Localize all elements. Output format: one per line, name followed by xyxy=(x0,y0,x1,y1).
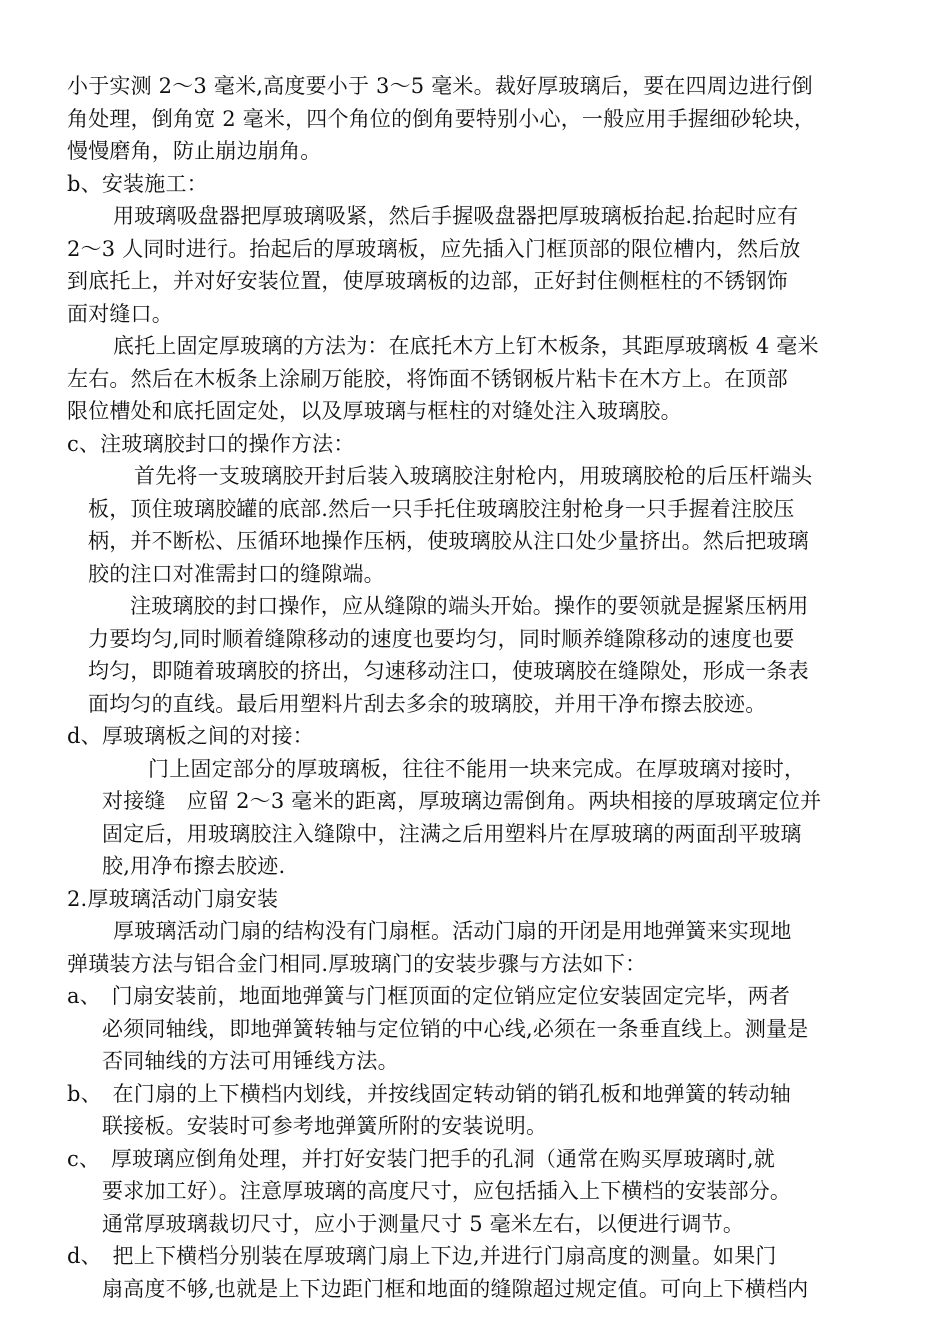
text-line: 注玻璃胶的封口操作，应从缝隙的端头开始。操作的要领就是握紧压柄用 xyxy=(130,594,809,618)
section-heading-2: 2.厚玻璃活动门扇安装 xyxy=(67,887,279,911)
text-line: 首先将一支玻璃胶开封后装入玻璃胶注射枪内，用玻璃胶枪的后压杆端头 xyxy=(134,464,813,488)
text-line: 扇高度不够,也就是上下边距门框和地面的缝隙超过规定值。可向上下横档内 xyxy=(102,1277,809,1301)
section-heading-c: c、注玻璃胶封口的操作方法： xyxy=(67,432,355,456)
text-line: 板，顶住玻璃胶罐的底部.然后一只手托住玻璃胶注射枪身一只手握着注胶压 xyxy=(88,497,795,521)
text-line: 角处理，倒角宽 2 毫米，四个角位的倒角要特别小心，一般应用手握细砂轮块， xyxy=(67,107,816,131)
text-line: 胶,用净布擦去胶迹. xyxy=(102,854,286,878)
text-line: 联接板。安装时可参考地弹簧所附的安装说明。 xyxy=(102,1114,548,1138)
text-line: 对接缝 应留 2～3 毫米的距离，厚玻璃边需倒角。两块相接的厚玻璃定位并 xyxy=(102,789,822,813)
text-line: 柄，并不断松、压循环地操作压柄，使玻璃胶从注口处少量挤出。然后把玻璃 xyxy=(88,529,809,553)
text-line: 弹璜装方法与铝合金门相同.厚玻璃门的安装步骤与方法如下： xyxy=(67,952,647,976)
text-line: 均匀，即随着玻璃胶的挤出，匀速移动注口，使玻璃胶在缝隙处，形成一条表 xyxy=(88,659,809,683)
text-line: 用玻璃吸盘器把厚玻璃吸紧，然后手握吸盘器把厚玻璃板抬起.抬起时应有 xyxy=(113,204,799,228)
text-line: 固定后，用玻璃胶注入缝隙中，注满之后用塑料片在厚玻璃的两面刮平玻璃 xyxy=(102,822,802,846)
text-line: 底托上固定厚玻璃的方法为：在底托木方上钉木板条，其距厚玻璃板 4 毫米 xyxy=(113,334,819,358)
text-line: 限位槽处和底托固定处，以及厚玻璃与框柱的对缝处注入玻璃胶。 xyxy=(67,399,682,423)
list-item-b: b、 在门扇的上下横档内划线，并按线固定转动销的销孔板和地弹簧的转动轴 xyxy=(67,1082,791,1106)
text-line: 左右。然后在木板条上涂刷万能胶，将饰面不锈钢板片粘卡在木方上。在顶部 xyxy=(67,367,788,391)
text-line: 慢慢磨角，防止崩边崩角。 xyxy=(67,139,322,163)
text-line: 2～3 人同时进行。抬起后的厚玻璃板，应先插入门框顶部的限位槽内，然后放 xyxy=(67,237,801,261)
text-line: 厚玻璃活动门扇的结构没有门扇框。活动门扇的开闭是用地弹簧来实现地 xyxy=(113,919,792,943)
text-line: 门上固定部分的厚玻璃板，往往不能用一块来完成。在厚玻璃对接时， xyxy=(148,757,806,781)
section-heading-b: b、安装施工： xyxy=(67,172,208,196)
text-line: 力要均匀,同时顺着缝隙移动的速度也要均匀，同时顺养缝隙移动的速度也要 xyxy=(88,627,795,651)
text-line: 面对缝口。 xyxy=(67,302,173,326)
text-line: 否同轴线的方法可用锤线方法。 xyxy=(102,1049,399,1073)
section-heading-d: d、厚玻璃板之间的对接： xyxy=(67,724,314,748)
text-line: 小于实测 2～3 毫米,高度要小于 3～5 毫米。裁好厚玻璃后，要在四周边进行倒 xyxy=(67,74,813,98)
list-item-a: a、 门扇安装前，地面地弹簧与门框顶面的定位销应定位安装固定完毕，两者 xyxy=(67,984,791,1008)
text-line: 胶的注口对准需封口的缝隙端。 xyxy=(88,562,385,586)
text-line: 通常厚玻璃裁切尺寸，应小于测量尺寸 5 毫米左右，以便进行调节。 xyxy=(102,1212,745,1236)
list-item-d: d、 把上下横档分别装在厚玻璃门扇上下边,并进行门扇高度的测量。如果门 xyxy=(67,1244,777,1268)
text-line: 到底托上，并对好安装位置，使厚玻璃板的边部，正好封住侧框柱的不锈钢饰 xyxy=(67,269,788,293)
text-line: 必须同轴线，即地弹簧转轴与定位销的中心线,必须在一条垂直线上。测量是 xyxy=(102,1017,809,1041)
text-line: 要求加工好）。注意厚玻璃的高度尺寸，应包括插入上下横档的安装部分。 xyxy=(102,1179,792,1203)
list-item-c: c、 厚玻璃应倒角处理，并打好安装门把手的孔洞（通常在购买厚玻璃时,就 xyxy=(67,1147,775,1171)
text-line: 面均匀的直线。最后用塑料片刮去多余的玻璃胶，并用干净布擦去胶迹。 xyxy=(88,692,767,716)
